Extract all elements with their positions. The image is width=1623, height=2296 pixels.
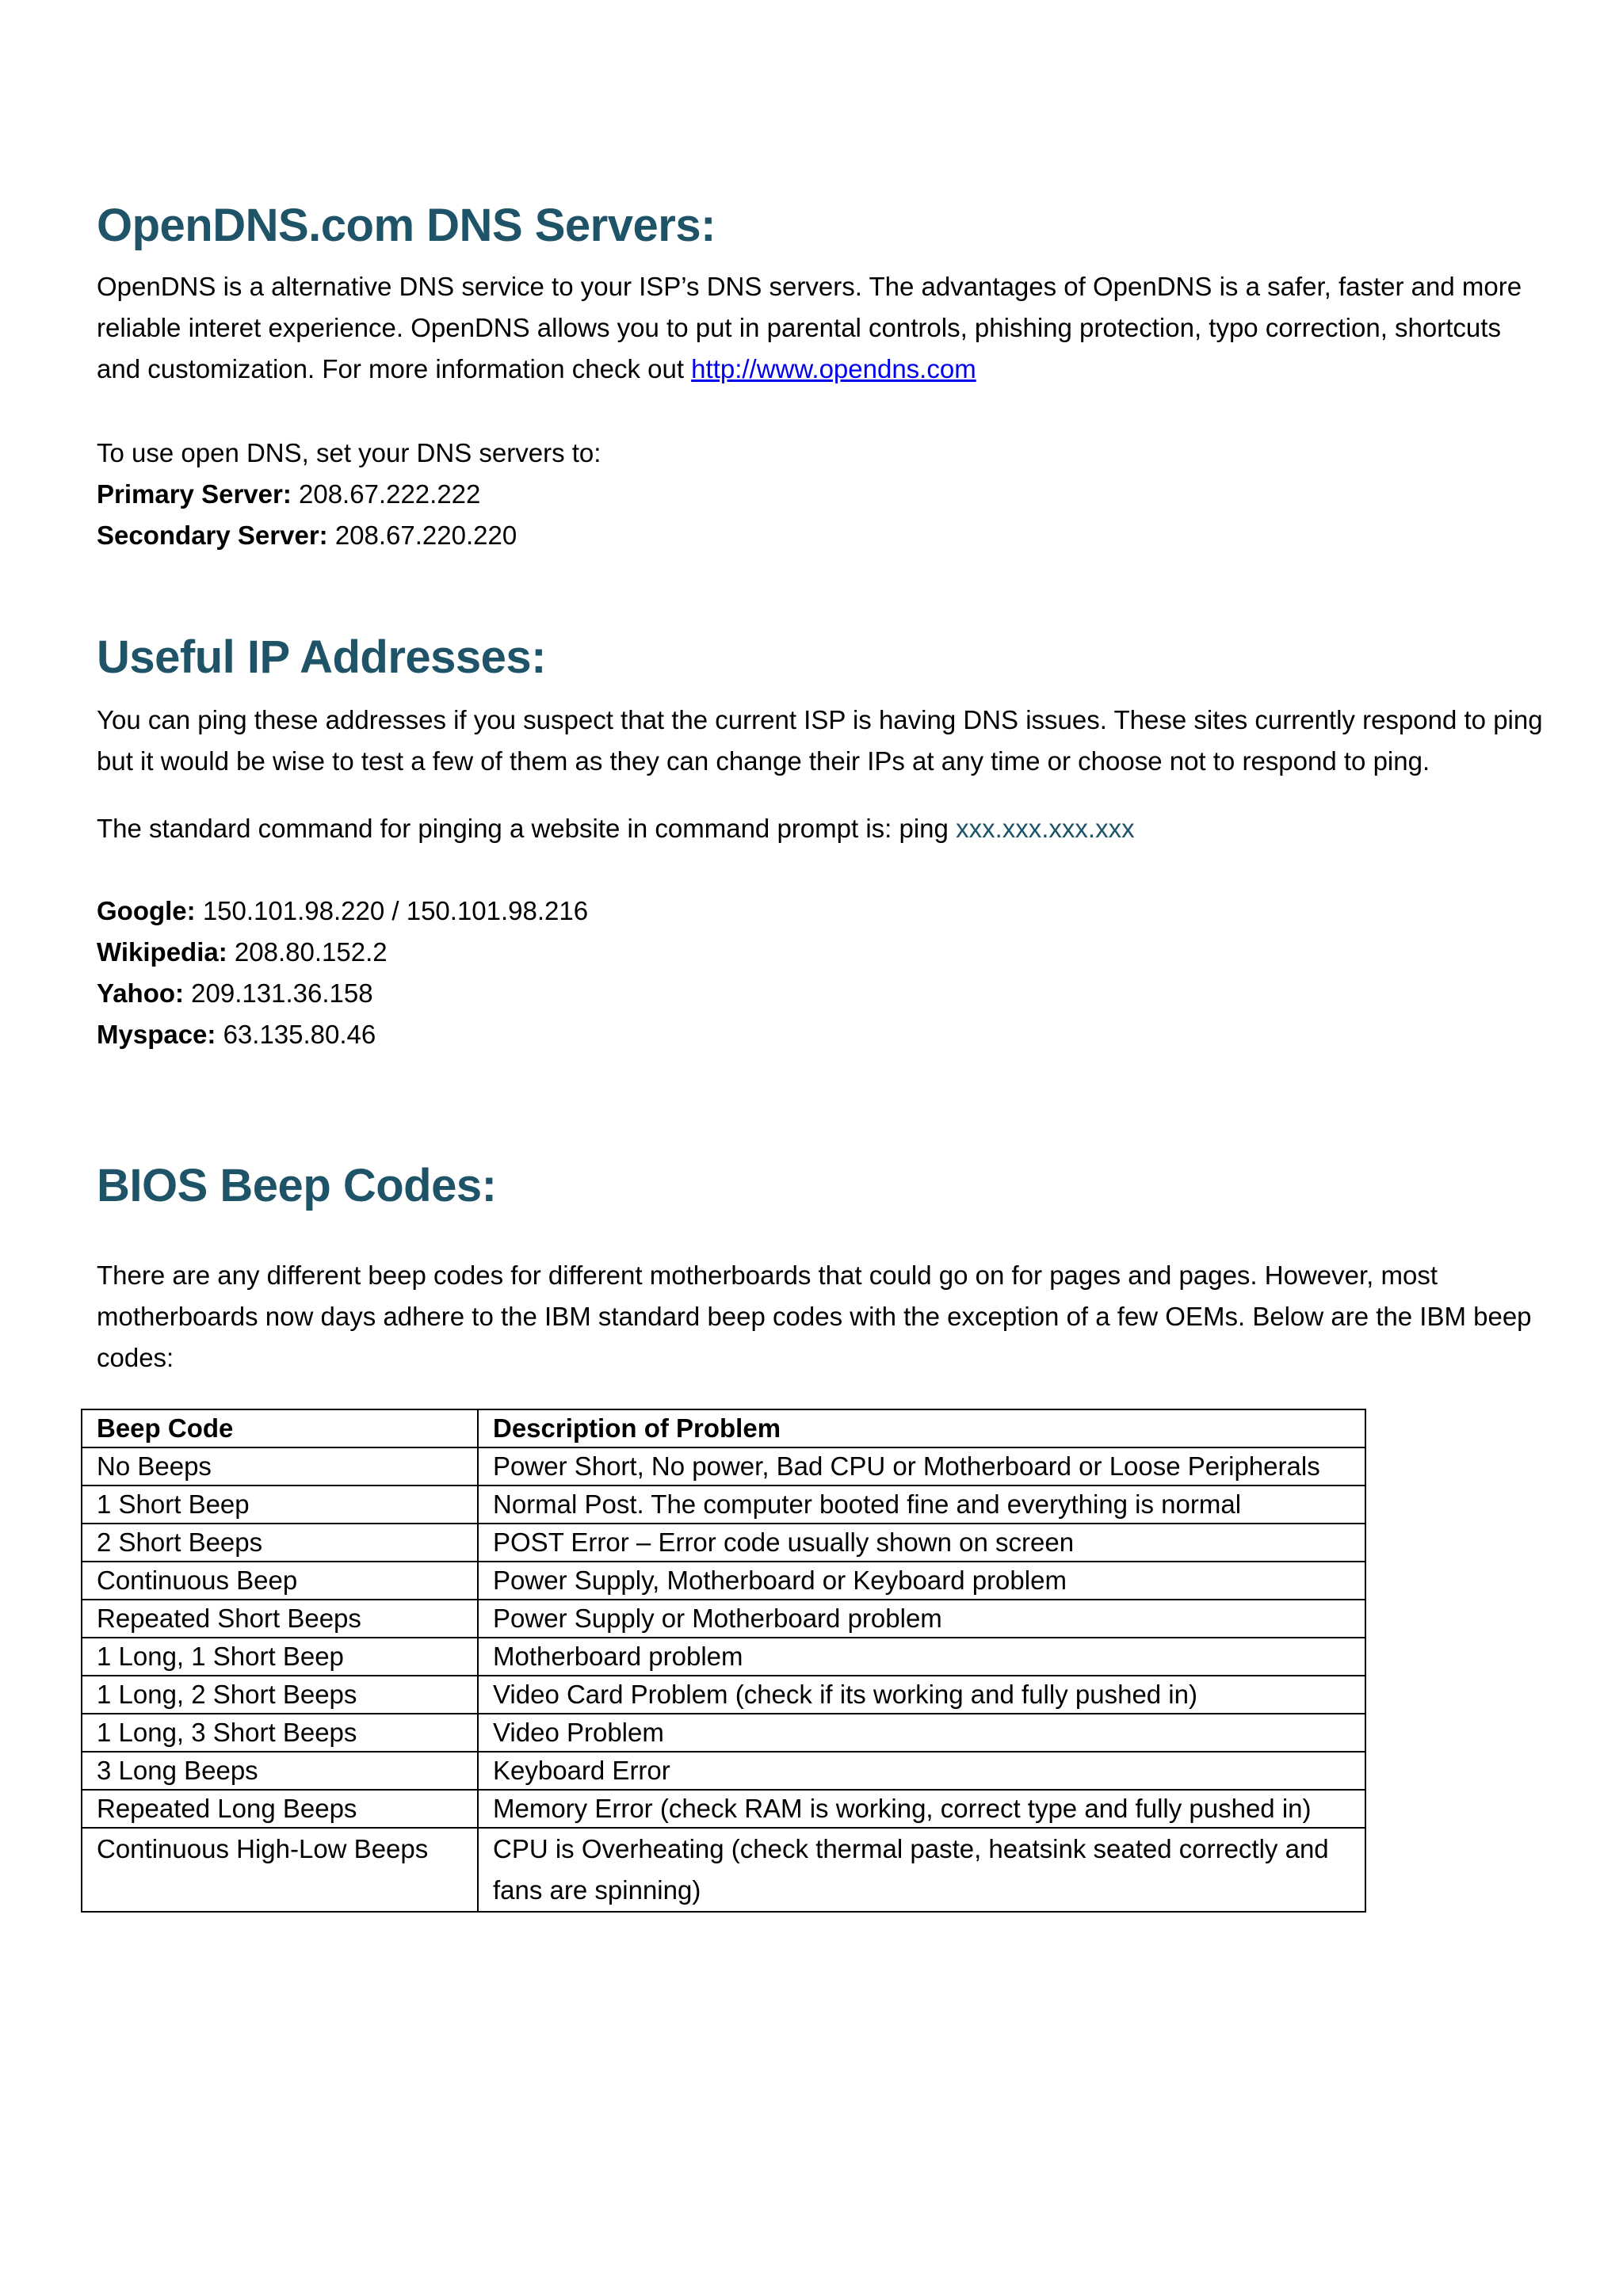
- ip-addresses-heading: Useful IP Addresses:: [97, 631, 546, 683]
- table-cell: Continuous Beep: [82, 1562, 478, 1600]
- table-cell: Power Supply, Motherboard or Keyboard problem: [478, 1562, 1365, 1600]
- opendns-heading: OpenDNS.com DNS Servers:: [97, 200, 716, 251]
- table-cell: Video Card Problem (check if its working and fully pushed in): [478, 1676, 1365, 1714]
- secondary-server-label: Secondary Server:: [97, 521, 328, 550]
- table-cell: 2 Short Beeps: [82, 1524, 478, 1562]
- dns-intro: To use open DNS, set your DNS servers to:: [97, 438, 601, 467]
- ping-command-text: The standard command for pinging a website in command prompt is: ping: [97, 814, 957, 843]
- dns-server-list: [97, 433, 601, 556]
- table-row: [82, 1600, 1365, 1638]
- opendns-link[interactable]: http://www.opendns.com: [691, 354, 976, 383]
- table-row: [82, 1828, 1365, 1912]
- table-cell: Video Problem: [478, 1714, 1365, 1752]
- table-row: [82, 1638, 1365, 1676]
- ip-entry-value: 209.131.36.158: [184, 978, 373, 1008]
- secondary-server-line: [97, 515, 601, 556]
- table-cell: No Beeps: [82, 1447, 478, 1486]
- table-row: [82, 1752, 1365, 1790]
- table-cell: Continuous High-Low Beeps: [82, 1828, 478, 1912]
- table-cell: Repeated Long Beeps: [82, 1790, 478, 1828]
- opendns-paragraph: [97, 266, 1547, 390]
- table-cell: POST Error – Error code usually shown on screen: [478, 1524, 1365, 1562]
- ip-entry: [97, 973, 588, 1014]
- ip-entry-label: Wikipedia:: [97, 937, 227, 967]
- ip-entry-label: Yahoo:: [97, 978, 185, 1008]
- table-cell: 1 Long, 3 Short Beeps: [82, 1714, 478, 1752]
- secondary-server-value: 208.67.220.220: [327, 521, 517, 550]
- ip-addresses-paragraph: You can ping these addresses if you suspect that the current ISP is having DNS issues. These sites currently respond to ping but it would be wise to test a few of them as they can change their IPs at any time or choose not to respond to ping.: [97, 705, 1543, 776]
- table-row: [82, 1714, 1365, 1752]
- ip-entry-value: 150.101.98.220 / 150.101.98.216: [195, 896, 589, 925]
- bios-beep-codes-heading: BIOS Beep Codes:: [97, 1160, 497, 1211]
- table-cell: Memory Error (check RAM is working, correct type and fully pushed in): [478, 1790, 1365, 1828]
- table-cell: Motherboard problem: [478, 1638, 1365, 1676]
- ip-entry-value: 208.80.152.2: [227, 937, 388, 967]
- table-cell: Power Supply or Motherboard problem: [478, 1600, 1365, 1638]
- table-row: [82, 1486, 1365, 1524]
- table-row: [82, 1447, 1365, 1486]
- primary-server-label: Primary Server:: [97, 479, 292, 509]
- ip-address-list: [97, 891, 588, 1055]
- table-row: [82, 1790, 1365, 1828]
- primary-server-value: 208.67.222.222: [291, 479, 481, 509]
- ip-entry: [97, 891, 588, 932]
- opendns-body-text: OpenDNS is a alternative DNS service to your ISP’s DNS servers. The advantages of OpenDNS is a safer, faster and more reliable interet experience. OpenDNS allows you to put in parental controls, phishing protection, typo correction, shortcuts and customization. For more information check out: [97, 272, 1522, 383]
- table-cell: Keyboard Error: [478, 1752, 1365, 1790]
- table-cell: 3 Long Beeps: [82, 1752, 478, 1790]
- table-header-cell: Description of Problem: [478, 1409, 1365, 1447]
- table-cell: 1 Long, 2 Short Beeps: [82, 1676, 478, 1714]
- ping-command-line: [97, 808, 1135, 849]
- ip-entry: [97, 1014, 588, 1055]
- ip-entry-value: 63.135.80.46: [216, 1020, 376, 1049]
- table-cell: 1 Short Beep: [82, 1486, 478, 1524]
- ip-entry-label: Google:: [97, 896, 196, 925]
- table-cell: Normal Post. The computer booted fine and everything is normal: [478, 1486, 1365, 1524]
- bios-paragraph: There are any different beep codes for different motherboards that could go on for pages and pages. However, most motherboards now days adhere to the IBM standard beep codes with the exception of a few OEMs. Below are the IBM beep codes:: [97, 1261, 1532, 1372]
- primary-server-line: [97, 474, 601, 515]
- ip-entry: [97, 932, 588, 973]
- table-header-cell: Beep Code: [82, 1409, 478, 1447]
- table-header-row: [82, 1409, 1365, 1447]
- table-row: [82, 1562, 1365, 1600]
- table-cell: 1 Long, 1 Short Beep: [82, 1638, 478, 1676]
- beep-codes-table: [81, 1409, 1366, 1913]
- ip-entry-label: Myspace:: [97, 1020, 216, 1049]
- table-row: [82, 1524, 1365, 1562]
- ping-command-code: xxx.xxx.xxx.xxx: [956, 814, 1135, 843]
- table-row: [82, 1676, 1365, 1714]
- table-cell: Power Short, No power, Bad CPU or Motherboard or Loose Peripherals: [478, 1447, 1365, 1486]
- table-cell: CPU is Overheating (check thermal paste, heatsink seated correctly and fans are spinning): [478, 1828, 1365, 1912]
- table-cell: Repeated Short Beeps: [82, 1600, 478, 1638]
